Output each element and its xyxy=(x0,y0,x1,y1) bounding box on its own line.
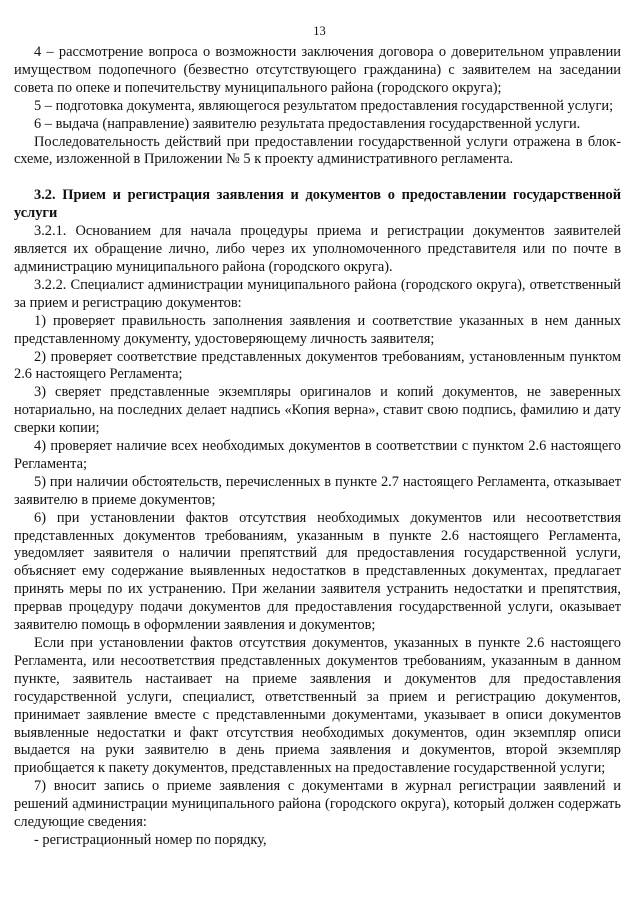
list-item-6: 6) при установлении фактов отсутствия необходимых документов или несоответствия представленных документов требованиям, указанным в пункте 2.6 настоящего Регламента, уведомляет заявителя о наличии препятствий для предоставления государственной услуги, объясняет ему содержание выявленных недостатков в представленных документах, предлагает принять меры по их устранению. При желании заявителя устранить недостатки и препятствия, прервав процедуру подачи документов для предоставления государственной услуги, оказывает заявителю помощь в оформлении заявления и документов; xyxy=(14,509,621,634)
section-heading: 3.2. Прием и регистрация заявления и документов о предоставлении государственной услуги xyxy=(14,187,621,222)
list-item-3: 3) сверяет представленные экземпляры оригиналов и копий документов, не заверенных нотариально, на последних делает надпись «Копия верна», ставит свою подпись, фамилию и дату сверки копии; xyxy=(14,384,621,437)
list-subitem-registration-number: - регистрационный номер по порядку, xyxy=(34,831,267,848)
document-body xyxy=(14,44,621,850)
paragraph-3-2-1: 3.2.1. Основанием для начала процедуры приема и регистрации документов заявителей является их обращение лично, либо через их уполномоченного представителя или по почте в администрацию муниципального района (городского округа). xyxy=(14,223,621,275)
paragraph-if-missing-docs: Если при установлении фактов отсутствия документов, указанных в пункте 2.6 настоящего Регламента, или несоответствия представленных документов требованиям, указанным в данном пункте, заявитель настаивает на приеме заявления и документов для предоставления государственной услуги, специалист, ответственный за прием и регистрацию документов, принимает заявление вместе с представленными документами, указывает в описи документов выявленные недостатки и факт отсутствия необходимых документов, один экземпляр описи выдается на руки заявителю в день приема заявления и документов, второй экземпляр приобщается к пакету документов, представленных на предоставление государственной услуги; xyxy=(14,635,621,777)
list-item-5: 5) при наличии обстоятельств, перечисленных в пункте 2.7 настоящего Регламента, отказывает заявителю в приеме документов; xyxy=(14,473,621,508)
paragraph-sequence-note: Последовательность действий при предоставлении государственной услуги отражена в блок-схеме, изложенной в Приложении № 5 к проекту административного регламента. xyxy=(14,133,621,168)
page-number: 13 xyxy=(313,24,326,38)
paragraph-item-4: 4 – рассмотрение вопроса о возможности заключения договора о доверительном управлении имуществом подопечного (безвестно отсутствующего гражданина) с заявителем на заседании совета по опеке и попечительству муниципального района (городского округа); xyxy=(14,44,621,96)
list-item-4: 4) проверяет наличие всех необходимых документов в соответствии с пунктом 2.6 настоящего Регламента; xyxy=(14,438,621,472)
list-item-7: 7) вносит запись о приеме заявления с документами в журнал регистрации заявлений и решений администрации муниципального района (городского округа), который должен содержать следующие сведения: xyxy=(14,778,621,831)
paragraph-item-5: 5 – подготовка документа, являющегося результатом предоставления государственной услуги; xyxy=(34,97,614,114)
list-item-1: 1) проверяет правильность заполнения заявления и соответствие указанных в нем данных представленному документу, удостоверяющему личность заявителя; xyxy=(14,312,621,347)
list-item-2: 2) проверяет соответствие представленных документов требованиям, установленным пунктом 2.6 настоящего Регламента; xyxy=(14,348,621,383)
paragraph-3-2-2: 3.2.2. Специалист администрации муниципального района (городского округа), ответственный за прием и регистрацию документов: xyxy=(14,276,621,311)
paragraph-item-6: 6 – выдача (направление) заявителю результата предоставления государственной услуги. xyxy=(34,115,581,132)
